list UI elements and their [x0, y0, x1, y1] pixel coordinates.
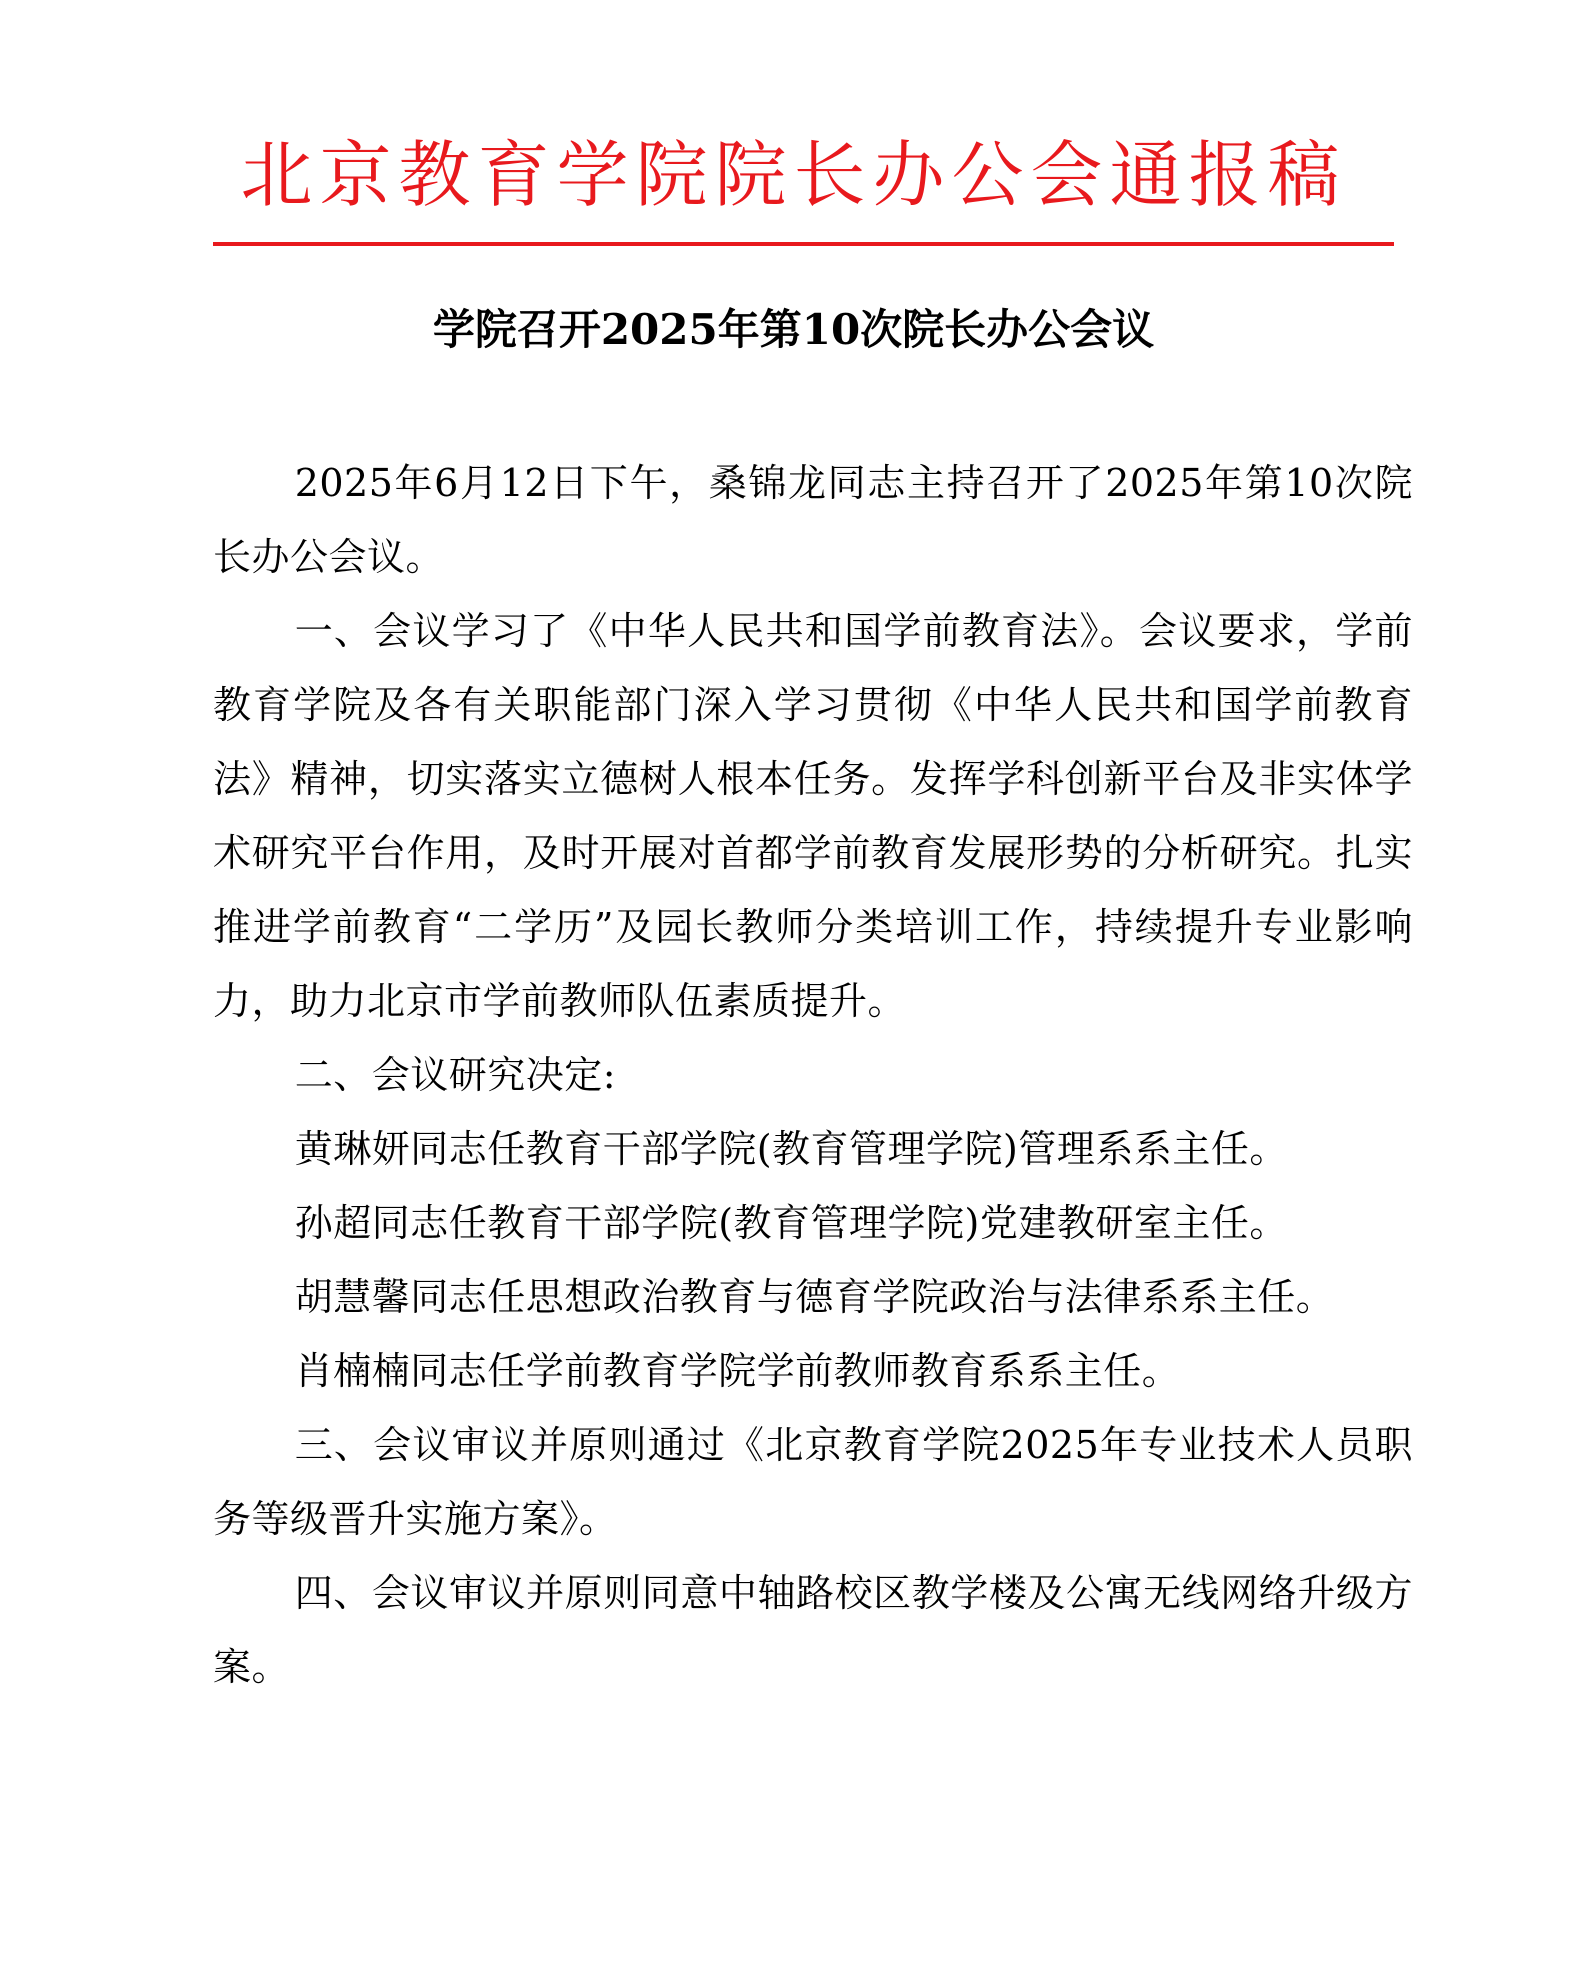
- paragraph-item-4: 四、会议审议并原则同意中轴路校区教学楼及公寓无线网络升级方案。: [213, 1571, 1413, 1689]
- paragraph-appointment-4: 肖楠楠同志任学前教育学院学前教师教育系系主任。: [294, 1349, 1181, 1393]
- masthead-red-rule: [213, 242, 1394, 246]
- document-title: 学院召开2025年第10次院长办公会议: [432, 305, 1155, 354]
- paragraph-appointment-3: 胡慧馨同志任思想政治教育与德育学院政治与法律系系主任。: [294, 1275, 1335, 1319]
- document-body: [213, 446, 1413, 1704]
- paragraph-item-2: 二、会议研究决定:: [294, 1053, 616, 1097]
- masthead-title: 北京教育学院院长办公会通报稿: [240, 133, 1347, 217]
- paragraph-opening: 2025年6月12日下午，桑锦龙同志主持召开了2025年第10次院长办公会议。: [213, 461, 1413, 579]
- paragraph-appointment-2: 孙超同志任教育干部学院(教育管理学院)党建教研室主任。: [294, 1201, 1288, 1245]
- paragraph-item-3: 三、会议审议并原则通过《北京教育学院2025年专业技术人员职务等级晋升实施方案》。: [213, 1423, 1413, 1541]
- paragraph-item-1: 一、会议学习了《中华人民共和国学前教育法》。会议要求，学前教育学院及各有关职能部门深入学习贯彻《中华人民共和国学前教育法》精神，切实落实立德树人根本任务。发挥学科创新平台及非实体学术研究平台作用，及时开展对首都学前教育发展形势的分析研究。扎实推进学前教育“二学历”及园长教师分类培训工作，持续提升专业影响力，助力北京市学前教师队伍素质提升。: [213, 609, 1413, 1023]
- paragraph-appointment-1: 黄琳妍同志任教育干部学院(教育管理学院)管理系系主任。: [294, 1127, 1288, 1171]
